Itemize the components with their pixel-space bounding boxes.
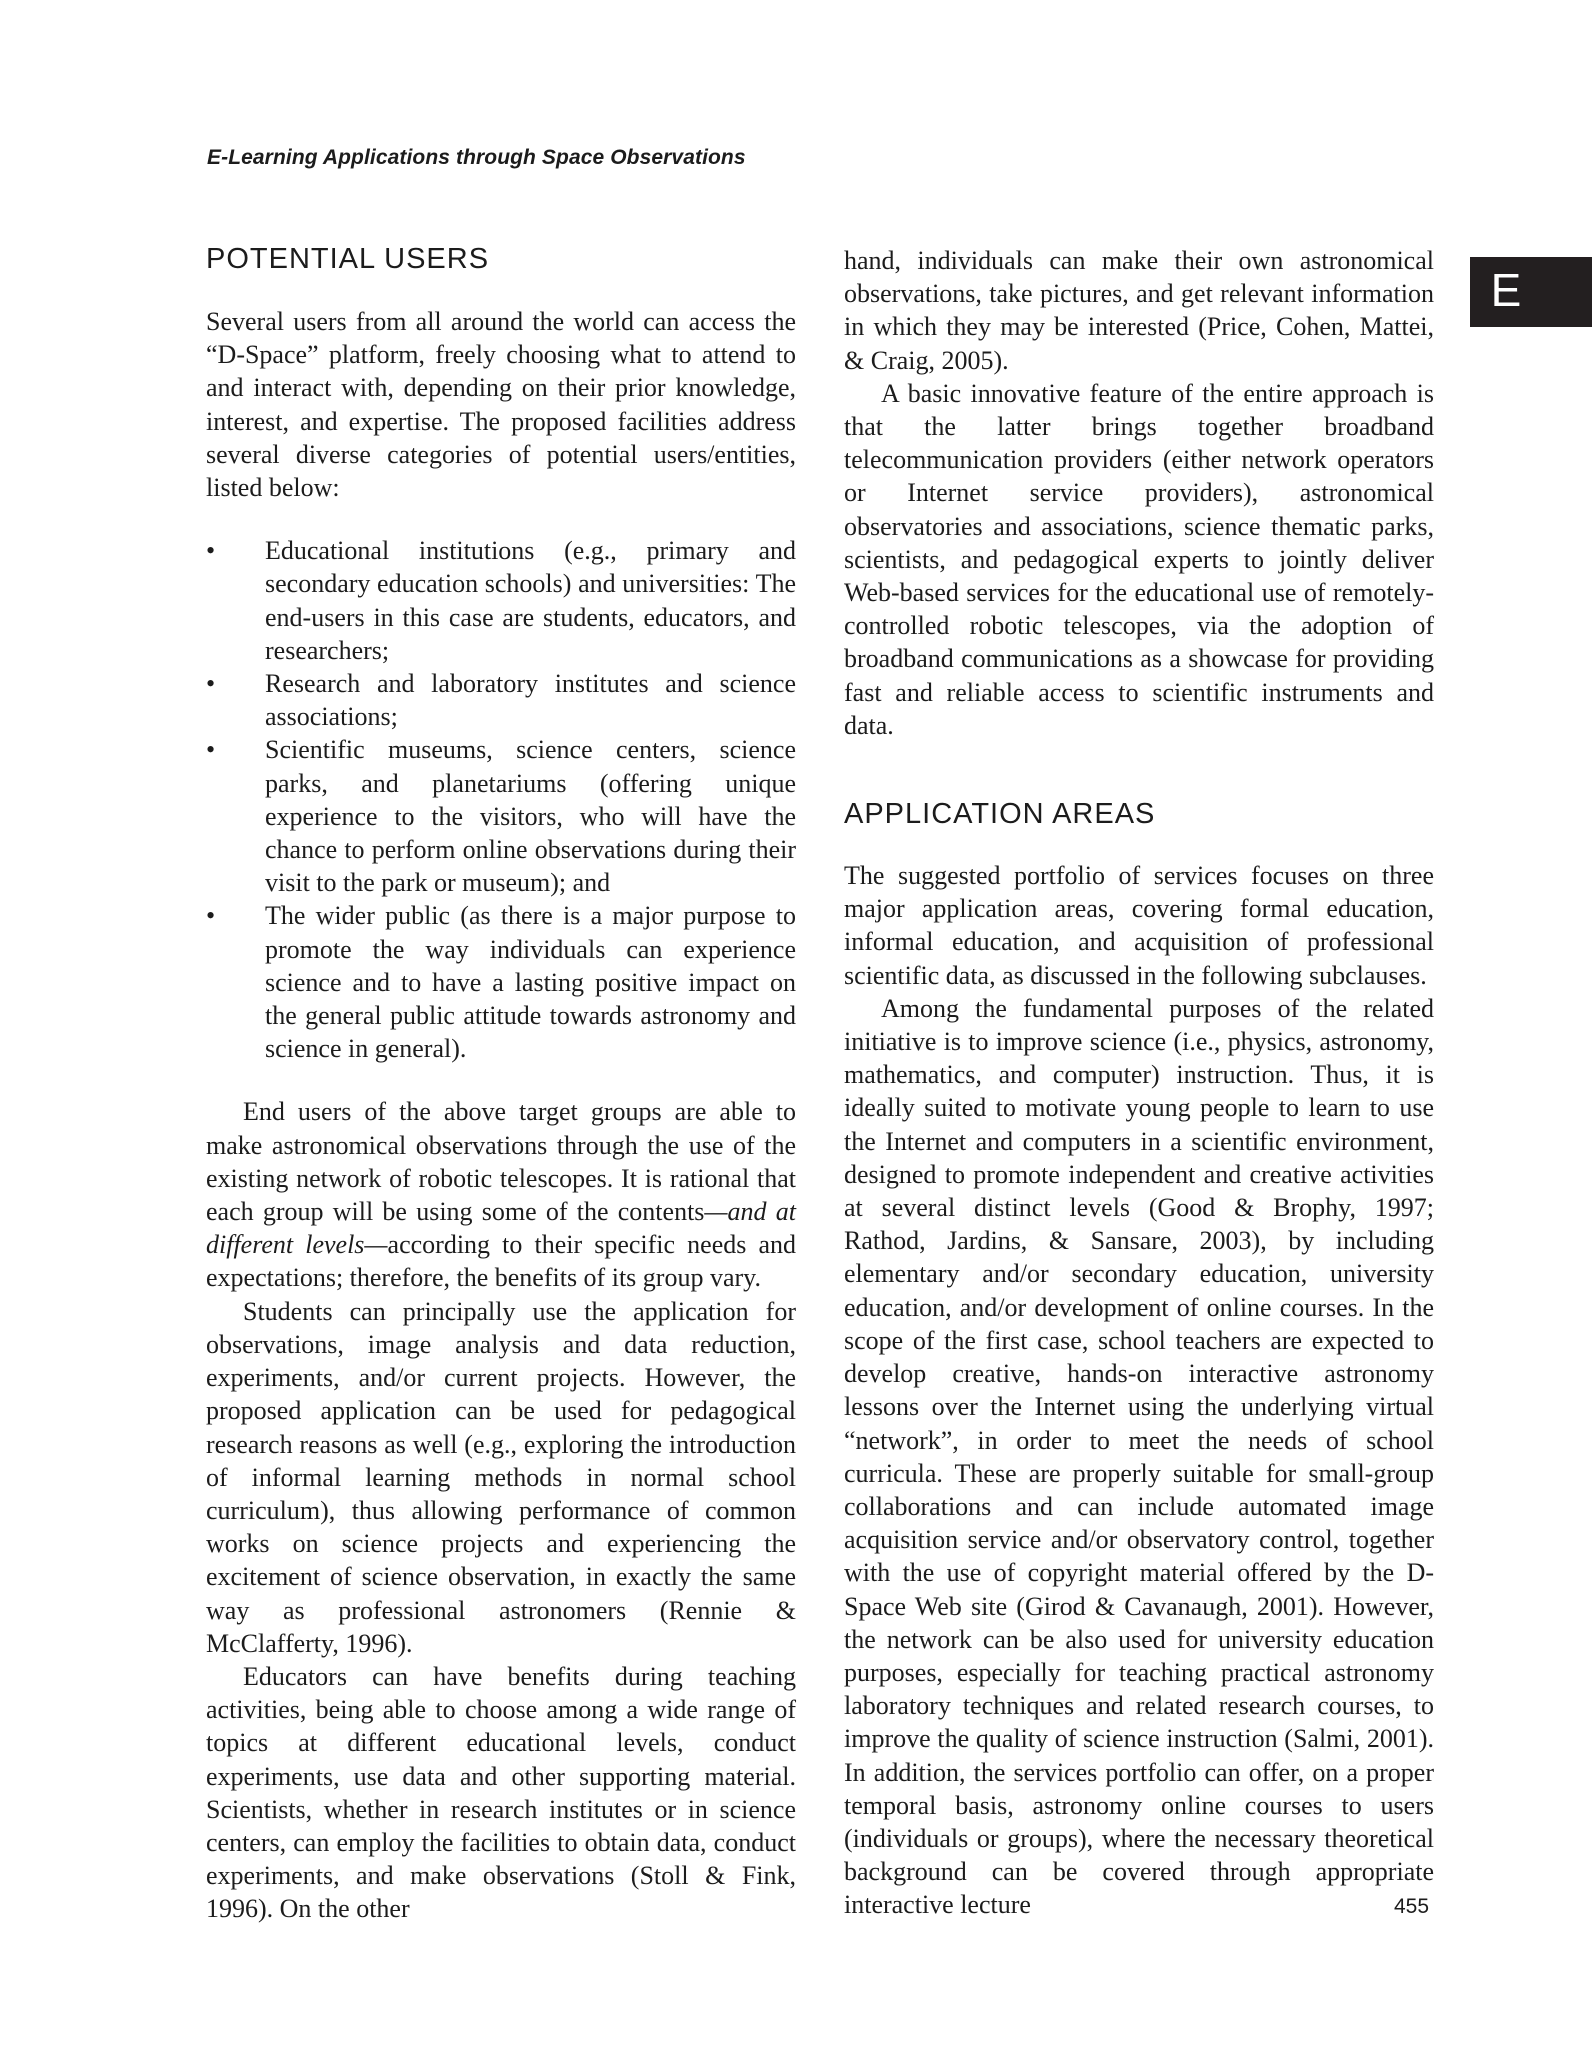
left-column	[206, 237, 796, 1926]
paragraph-portfolio: The suggested portfolio of services focuses on three major application areas, covering formal education, informal education, and acquisition of professional scientific data, as discussed in the following subclauses.	[844, 861, 1434, 990]
list-item	[206, 667, 796, 733]
heading-potential-users: POTENTIAL USERS	[206, 243, 490, 275]
list-item	[206, 534, 796, 667]
list-item-text: Research and laboratory institutes and science associations;	[265, 669, 796, 732]
paragraph-continuation: hand, individuals can make their own astronomical observations, take pictures, and get relevant information in which they may be interested (Price, Cohen, Mattei, & Craig, 2005).	[844, 246, 1434, 375]
bullet-icon: •	[206, 901, 216, 931]
right-column	[844, 244, 1434, 1922]
running-head: E-Learning Applications through Space Observations	[207, 146, 746, 169]
italic-phrase: —and at different levels—	[206, 1197, 796, 1260]
list-item-text: The wider public (as there is a major purpose to promote the way individuals can experience science and to have a lasting positive impact on the general public attitude towards astronomy and science in general).	[265, 901, 796, 1064]
heading-application-areas: APPLICATION AREAS	[844, 798, 1156, 831]
list-item-text: Educational institutions (e.g., primary and secondary education schools) and universities: The end-users in this case are students, educators, and researchers;	[265, 536, 796, 665]
paragraph-end-users	[206, 1095, 796, 1294]
user-list	[206, 534, 796, 1065]
paragraph-innovative-feature: A basic innovative feature of the entire approach is that the latter brings together broadband telecommunication providers (either network operators or Internet service providers), astronomical observatories and associations, science thematic parks, scientists, and pedagogical experts to jointly deliver Web-based services for the educational use of remotely-controlled robotic telescopes, via the adoption of broadband communications as a showcase for providing fast and reliable access to scientific instruments and data.	[844, 378, 1434, 740]
bullet-icon: •	[206, 735, 216, 765]
bullet-icon: •	[206, 669, 216, 699]
paragraph-fundamental-purposes: Among the fundamental purposes of the related initiative is to improve science (i.e., physics, astronomy, mathematics, and computer) instruction. Thus, it is ideally suited to motivate young people to learn to use the Internet and computers in a scientific environment, designed to promote independent and creative activities at several distinct levels (Good & Brophy, 1997; Rathod, Jardins, & Sansare, 2003), by including elementary and/or secondary education, university education, and/or development of online courses. In the scope of the first case, school teachers are expected to develop creative, hands-on interactive astronomy lessons over the Internet using the underlying virtual “network”, in order to meet the needs of school curricula. These are properly suitable for small-group collaborations and can include automated image acquisition service and/or observatory control, together with the use of copyright material offered by the D-Space Web site (Girod & Cavanaugh, 2001). However, the network can be also used for university education purposes, especially for teaching practical astronomy laboratory techniques and related research courses, to improve the quality of science instruction (Salmi, 2001). In addition, the services portfolio can offer, on a proper temporal basis, astronomy online courses to users (individuals or groups), where the necessary theoretical background can be covered through appropriate interactive lecture	[844, 993, 1434, 1920]
paragraph-students: Students can principally use the application for observations, image analysis and data reduction, experiments, and/or current projects. However, the proposed application can be used for pedagogical research reasons as well (e.g., exploring the introduction of informal learning methods in normal school curriculum), thus allowing performance of common works on science projects and experiencing the excitement of science observation, in exactly the same way as professional astronomers (Rennie & McClafferty, 1996).	[206, 1296, 796, 1658]
section-tab-letter: E	[1490, 264, 1522, 316]
intro-paragraph: Several users from all around the world can access the “D-Space” platform, freely choosing what to attend to and interact with, depending on their prior knowledge, interest, and expertise. The proposed facilities address several diverse categories of potential users/entities, listed below:	[206, 307, 796, 503]
list-item	[206, 733, 796, 899]
bullet-icon: •	[206, 536, 216, 566]
page-number: 455	[1394, 1895, 1430, 1918]
list-item-text: Scientific museums, science centers, science parks, and planetariums (offering unique experience to the visitors, who will have the chance to perform online observations during their visit to the park or museum); and	[265, 735, 796, 898]
paragraph-text: according to their specific needs and expectations; therefore, the benefits of its group vary.	[206, 1230, 797, 1293]
list-item	[206, 899, 796, 1065]
paragraph-educators: Educators can have benefits during teaching activities, being able to choose among a wide range of topics at different educational levels, conduct experiments, use data and other supporting material. Scientists, whether in research institutes or in science centers, can employ the facilities to obtain data, conduct experiments, and make observations (Stoll & Fink, 1996). On the other	[206, 1661, 796, 1924]
paragraph-text: End users of the above target groups are able to make astronomical observations through the use of the existing network of robotic telescopes. It is rational that each group will be using some of the contents	[206, 1097, 796, 1227]
section-tab	[1470, 257, 1592, 327]
